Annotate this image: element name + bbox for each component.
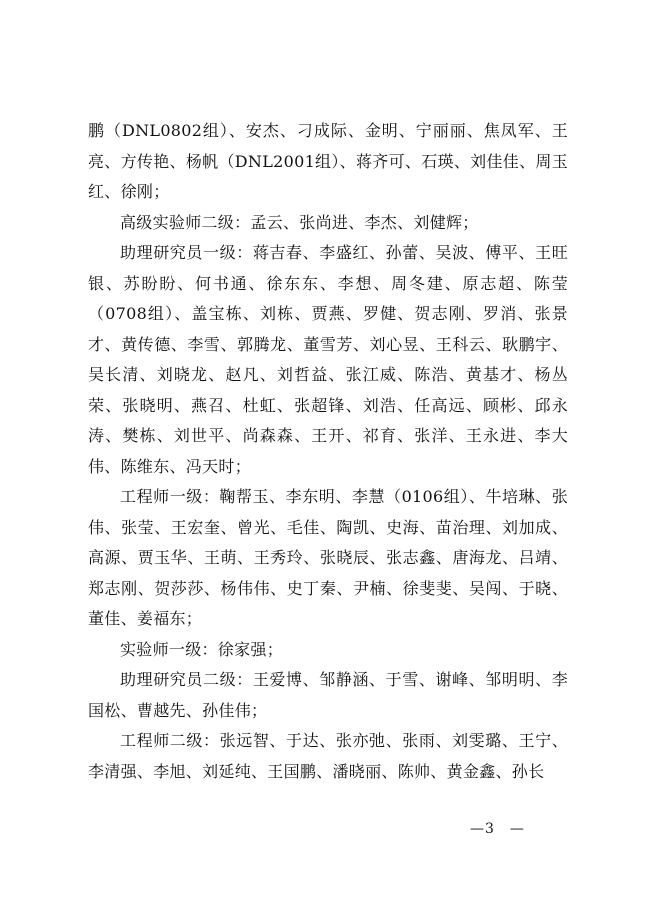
- paragraph-engineer-2: 工程师二级：张远智、于达、张亦弛、张雨、刘雯璐、王宁、李清强、李旭、刘延纯、王国鹏、潘晓丽、陈帅、黄金鑫、孙长: [88, 731, 568, 781]
- document-body: [88, 116, 568, 787]
- paragraph-senior-lab-technician-2: 高级实验师二级：孟云、张尚进、李杰、刘健辉；: [120, 212, 479, 232]
- paragraph-assistant-researcher-1: 助理研究员一级：蒋吉春、李盛红、孙蕾、吴波、傅平、王旺银、苏盼盼、何书通、徐东东、李想、周冬建、原志超、陈莹（0708组）、盖宝栋、刘栋、贾燕、罗健、贺志刚、罗消、张景才、黄传德、李雪、郭腾龙、董雪芳、刘心昱、王科云、耿鹏宇、吴长清、刘晓龙、赵凡、刘哲益、张江威、陈浩、黄基才、杨丛荣、张晓明、燕召、杜虹、张超锋、刘浩、任高远、顾彬、邱永涛、樊栋、刘世平、尚森森、王开、祁育、张洋、王永进、李大伟、陈维东、冯天时；: [88, 243, 568, 476]
- paragraph-lab-technician-1: 实验师一级：徐家强；: [120, 639, 284, 659]
- paragraph-continuation: 鹏（DNL0802组）、安杰、刁成际、金明、宁丽丽、焦凤军、王亮、方传艳、杨帆（DNL2001组）、蒋齐可、石瑛、刘佳佳、周玉红、徐刚；: [88, 121, 568, 201]
- paragraph-assistant-researcher-2: 助理研究员二级：王爱博、邹静涵、于雪、谢峰、邹明明、李国松、曹越先、孙佳伟；: [88, 670, 568, 720]
- page-number: —3 —: [470, 821, 525, 837]
- paragraph-engineer-1: 工程师一级：鞠帮玉、李东明、李慧（0106组）、牛培琳、张伟、张莹、王宏奎、曾光、毛佳、陶凯、史海、苗治理、刘加成、高源、贾玉华、王萌、王秀玲、张晓辰、张志鑫、唐海龙、吕靖、郑志刚、贺莎莎、杨伟伟、史丁秦、尹楠、徐斐斐、吴闯、于晓、董佳、姜福东；: [88, 487, 568, 628]
